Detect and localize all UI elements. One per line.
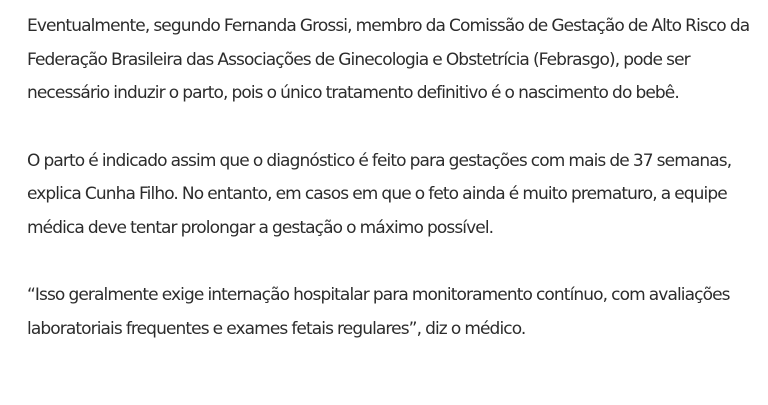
article-paragraph-3-quote: “Isso geralmente exige internação hospitalar para monitoramento contínuo, com avaliações laboratoriais frequentes e exames fetais regulares”, diz o médico. — [27, 285, 730, 339]
article-body — [27, 10, 757, 346]
article-paragraph-1: Eventualmente, segundo Fernanda Grossi, membro da Comissão de Gestação de Alto Risco da Federação Brasileira das Associações de Ginecologia e Obstetrícia (Febrasgo), pode ser necessário induzir o parto, pois o único tratamento definitivo é o nascimento do bebê. — [27, 16, 750, 103]
article-paragraph-2: O parto é indicado assim que o diagnóstico é feito para gestações com mais de 37 semanas, explica Cunha Filho. No entanto, em casos em que o feto ainda é muito prematuro, a equipe médica deve tentar prolongar a gestação o máximo possível. — [27, 150, 732, 238]
